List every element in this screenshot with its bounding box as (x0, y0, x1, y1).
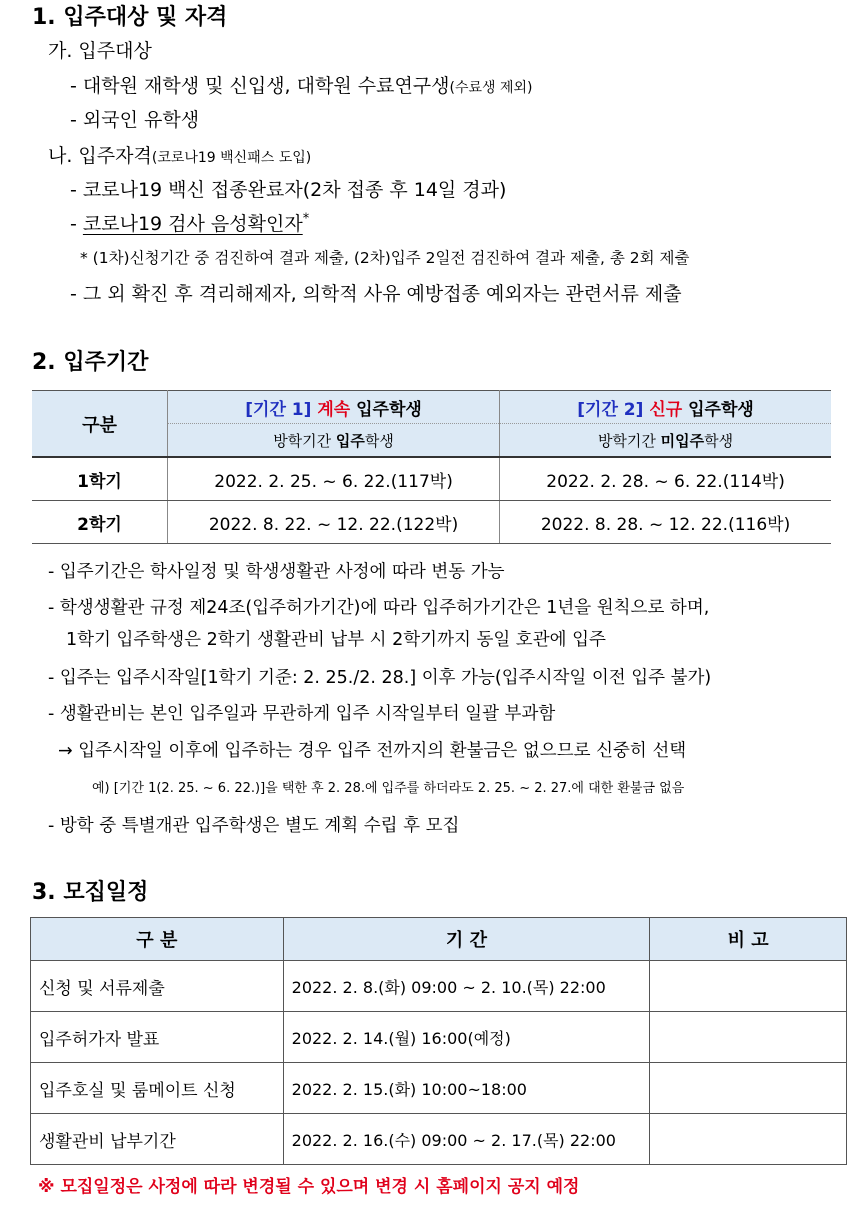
p1-sub-pre: 방학기간 (273, 431, 336, 450)
p2-sub-bold: 미입주 (660, 431, 705, 450)
schedule-remark (650, 1063, 847, 1114)
table-row (31, 961, 847, 1012)
period1-red: 계속 (317, 399, 351, 420)
section2-note: → 입주시작일 이후에 입주하는 경우 입주 전까지의 환불금은 없으므로 신중히 선택 (58, 741, 687, 761)
section2-note: - 생활관비는 본인 입주일과 무관하게 입주 시작일부터 일괄 부과함 (48, 704, 556, 724)
schedule-period: 2022. 2. 15.(화) 10:00~18:00 (283, 1063, 650, 1114)
period2-suffix: 입주학생 (688, 399, 754, 420)
section1-a-item (70, 71, 533, 98)
schedule-warning: ※ 모집일정은 사정에 따라 변경될 수 있으며 변경 시 홈페이지 공지 예정 (38, 1177, 580, 1197)
section2-note: - 학생생활관 규정 제24조(입주허가기간)에 따라 입주허가기간은 1년을 원칙으로 하며, (48, 598, 710, 618)
p2-sub-pre: 방학기간 (597, 431, 661, 450)
table-row (32, 457, 831, 501)
section1-a-item: - 외국인 유학생 (70, 109, 200, 131)
a-item-text: - 대학원 재학생 및 신입생, 대학원 수료연구생 (70, 75, 450, 97)
schedule-item: 입주호실 및 룸메이트 신청 (31, 1063, 284, 1114)
table-row (31, 1012, 847, 1063)
period1-value: 2022. 8. 22. ~ 12. 22.(122박) (168, 501, 500, 544)
section1-b-item3: - 그 외 확진 후 격리해제자, 의학적 사유 예방접종 예외자는 관련서류 제출 (70, 283, 682, 305)
schedule-col-header: 비 고 (650, 918, 847, 961)
schedule-item: 입주허가자 발표 (31, 1012, 284, 1063)
period2-prefix: [기간 2] (577, 399, 644, 420)
section2-note: - 입주기간은 학사일정 및 학생생활관 사정에 따라 변동 가능 (48, 562, 505, 582)
b-item2-text: 코로나19 검사 음성확인자 (82, 213, 303, 235)
section2-title: 2. 입주기간 (32, 350, 149, 375)
table-row (32, 501, 831, 544)
schedule-table (30, 917, 847, 1165)
section2-note: - 입주는 입주시작일[1학기 기준: 2. 25./2. 28.] 이후 가능(입주시작일 이전 입주 불가) (48, 668, 712, 688)
period1-prefix: [기간 1] (245, 399, 312, 420)
period2-title (500, 391, 831, 424)
section1-a-label: 가. 입주대상 (48, 40, 152, 62)
section1-b-label (48, 141, 311, 168)
schedule-col-header: 기 간 (283, 918, 650, 961)
period2-subtitle (500, 424, 831, 458)
p1-sub-post: 학생 (364, 431, 394, 450)
period-col-header: 구분 (32, 391, 168, 458)
period1-suffix: 입주학생 (356, 399, 422, 420)
period-table-header-row (32, 391, 831, 424)
p1-sub-bold: 입주 (335, 431, 365, 450)
schedule-item: 신청 및 서류제출 (31, 961, 284, 1012)
period1-value: 2022. 2. 25. ~ 6. 22.(117박) (168, 457, 500, 501)
semester-label: 1학기 (32, 457, 168, 501)
period2-value: 2022. 2. 28. ~ 6. 22.(114박) (500, 457, 831, 501)
section3-title: 3. 모집일정 (32, 880, 149, 905)
section2-example: 예) [기간 1(2. 25. ~ 6. 22.)]을 택한 후 2. 28.에 입주를 하더라도 2. 25. ~ 2. 27.에 대한 환불금 없음 (92, 781, 685, 796)
section1-footnote: * (1차)신청기간 중 검진하여 결과 제출, (2차)입주 2일전 검진하여 결과 제출, 총 2회 제출 (80, 249, 690, 267)
p2-sub-post: 학생 (704, 431, 734, 450)
schedule-remark (650, 961, 847, 1012)
period1-subtitle (168, 424, 500, 458)
b-label-note: (코로나19 백신패스 도입) (151, 150, 312, 166)
section2-note: - 방학 중 특별개관 입주학생은 별도 계획 수립 후 모집 (48, 816, 460, 836)
section2-note: 1학기 입주학생은 2학기 생활관비 납부 시 2학기까지 동일 호관에 입주 (66, 630, 606, 650)
schedule-period: 2022. 2. 8.(화) 09:00 ~ 2. 10.(목) 22:00 (283, 961, 650, 1012)
period2-red: 신규 (649, 399, 683, 420)
schedule-remark (650, 1114, 847, 1165)
schedule-header-row (31, 918, 847, 961)
period2-value: 2022. 8. 28. ~ 12. 22.(116박) (500, 501, 831, 544)
a-item-note: (수료생 제외) (449, 80, 533, 96)
schedule-remark (650, 1012, 847, 1063)
b-item2-dash: - (70, 213, 83, 235)
table-row (31, 1114, 847, 1165)
schedule-item: 생활관비 납부기간 (31, 1114, 284, 1165)
schedule-period: 2022. 2. 14.(월) 16:00(예정) (283, 1012, 650, 1063)
schedule-period: 2022. 2. 16.(수) 09:00 ~ 2. 17.(목) 22:00 (283, 1114, 650, 1165)
period-table (32, 390, 831, 544)
section1-b-item2 (70, 209, 309, 236)
section1-b-item1: - 코로나19 백신 접종완료자(2차 접종 후 14일 경과) (70, 179, 507, 201)
b-item2-mark: * (302, 211, 310, 227)
period1-title (168, 391, 500, 424)
section1-title: 1. 입주대상 및 자격 (32, 5, 228, 30)
schedule-col-header: 구 분 (31, 918, 284, 961)
semester-label: 2학기 (32, 501, 168, 544)
b-label-text: 나. 입주자격 (48, 145, 152, 167)
table-row (31, 1063, 847, 1114)
